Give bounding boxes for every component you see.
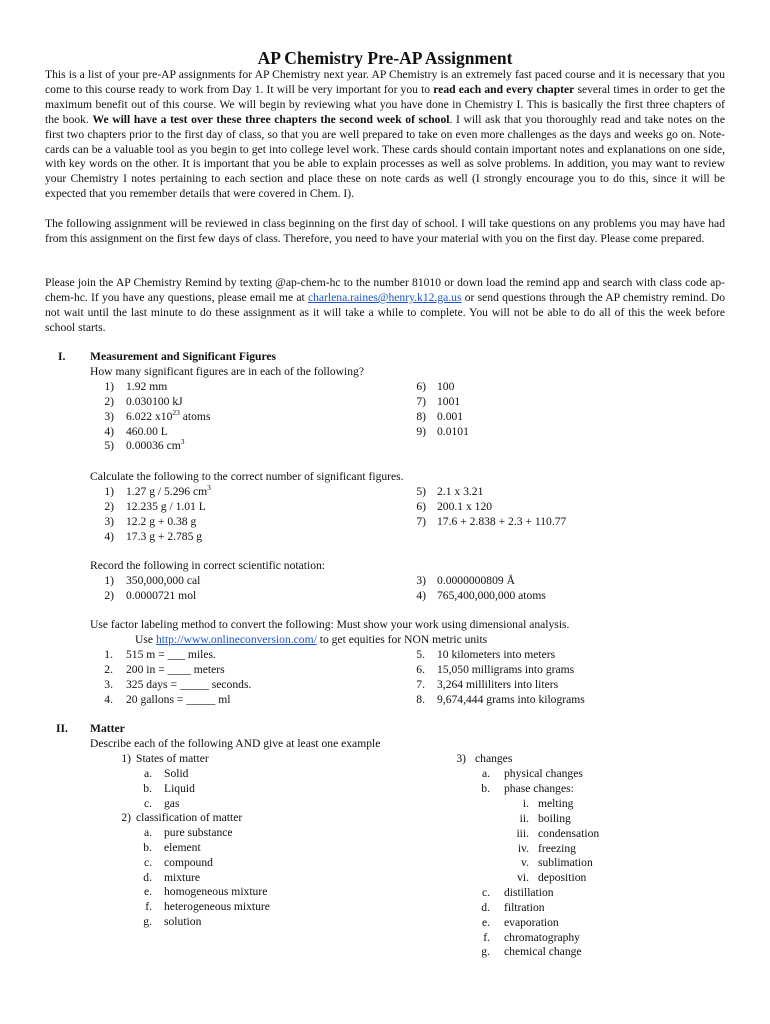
sigfig-calc-item-number: 1) xyxy=(104,485,114,498)
changes-item-number: g. xyxy=(481,945,490,959)
states-item-value: Solid xyxy=(164,767,189,780)
phase-change-item-number: i. xyxy=(522,797,529,810)
conversion-item-number: 1. xyxy=(104,648,113,661)
section-2-number: II. xyxy=(56,722,68,735)
sigfig-count-item-text xyxy=(437,410,463,425)
sci-notation-item-text xyxy=(126,574,200,589)
sci-notation-item-text xyxy=(437,589,546,604)
states-item-text xyxy=(164,782,195,797)
changes-item-label: phase changes: xyxy=(504,782,574,795)
sci-notation-item-number: 2) xyxy=(104,588,114,602)
classification-item-value: homogeneous mixture xyxy=(164,885,268,899)
phase-change-item-text xyxy=(538,842,576,857)
sigfig-calc-item-number: 7) xyxy=(416,514,426,528)
states-of-matter-label: States of matter xyxy=(136,752,209,765)
classification-item-value: solution xyxy=(164,915,202,929)
sigfig-calc-item-number: 6) xyxy=(416,499,426,513)
phase-change-item-value: condensation xyxy=(538,826,600,840)
changes-item-value: filtration xyxy=(504,900,545,914)
classification-item-number: a. xyxy=(143,826,152,839)
changes-item-text xyxy=(504,901,545,916)
classification-item-text xyxy=(164,826,233,841)
changes-item-text xyxy=(504,916,559,931)
states-item-value: Liquid xyxy=(164,781,195,795)
sigfig-calc-item-value: 17.3 g + 2.785 g xyxy=(126,529,203,543)
sigfig-calc-item-text xyxy=(126,515,196,530)
sigfig-count-item-value: 0.001 xyxy=(437,409,464,423)
phase-change-item-value: deposition xyxy=(538,871,587,885)
conversion-item-number: 5. xyxy=(416,648,425,661)
changes-item-text xyxy=(504,945,582,960)
classification-item-value: compound xyxy=(164,855,213,869)
sigfig-count-item-value: 460.00 L xyxy=(126,424,168,438)
phase-change-item-value: boiling xyxy=(538,811,571,825)
sigfig-count-item-number: 4) xyxy=(104,424,114,438)
sigfig-count-item-number: 1) xyxy=(104,380,114,393)
phase-change-item-number: vi. xyxy=(517,871,529,885)
classification-item-text xyxy=(164,915,201,930)
phase-change-item-text xyxy=(538,797,573,812)
states-item-number: c. xyxy=(143,796,152,810)
sci-notation-item-number: 3) xyxy=(416,574,426,587)
states-item-number: a. xyxy=(143,767,152,780)
conversion-item-value: 3,264 milliliters into liters xyxy=(437,677,559,691)
conversion-item-number: 8. xyxy=(416,692,425,706)
assignment-review-paragraph: The following assignment will be reviewed in class beginning on the first day of school. I will take questions on any problems you may have had from this assignment on the first few days of class. Therefore, you need to have your material with you on the first day. Please come prepared. xyxy=(45,217,725,245)
classification-item-number: c. xyxy=(143,855,152,869)
states-item-value: gas xyxy=(164,796,180,810)
sigfig-calc-item-value: 17.6 + 2.838 + 2.3 + 110.77 xyxy=(437,514,567,528)
sigfig-calc-item-text xyxy=(437,485,483,500)
changes-item-value: distillation xyxy=(504,886,554,899)
changes-item-number: a. xyxy=(481,767,490,780)
classification-item-value: mixture xyxy=(164,870,201,884)
sigfig-calc-item-exponent: 3 xyxy=(207,483,211,492)
phase-change-item-text xyxy=(538,856,593,871)
sigfig-count-item-value: 1001 xyxy=(437,394,461,408)
remind-paragraph: Please join the AP Chemistry Remind by texting @ap-chem-hc to the number 81010 or down load the remind app and search with class code ap-chem-hc. If you have any questions, please email me at charlena.raines@henry.k12.ga.us or send questions through the AP chemistry remind. Do not wait until the last minute to do these assignment as it will take a while to complete. You will not be able to do all of this the week before school starts. xyxy=(45,276,725,334)
sigfig-count-item-value: 0.0101 xyxy=(437,424,469,438)
sci-notation-item-value: 0.0000000809 Å xyxy=(437,574,515,587)
sigfig-count-item-text xyxy=(437,380,454,395)
phase-change-item-number: iv. xyxy=(517,841,529,855)
changes-item-text xyxy=(504,931,580,946)
classification-item-number: g. xyxy=(143,915,152,929)
sigfig-calc-item-value: 200.1 x 120 xyxy=(437,499,493,513)
changes-item-number: b. xyxy=(481,782,490,795)
phase-change-item-number: ii. xyxy=(519,811,529,825)
classification-item-number: f. xyxy=(145,900,152,914)
sigfig-calc-item-text xyxy=(126,485,211,500)
sigfig-count-item-number: 2) xyxy=(104,394,114,408)
sigfig-calc-item-text xyxy=(126,530,202,545)
conversion-item-text xyxy=(437,648,555,663)
sigfig-count-item-exponent: 3 xyxy=(180,437,185,447)
classification-item-number: e. xyxy=(143,885,152,899)
sigfig-count-item-value: 0.030100 kJ xyxy=(126,394,183,408)
sci-notation-item-number: 4) xyxy=(416,588,426,602)
sci-notation-item-value: 0.0000721 mol xyxy=(126,588,197,602)
sigfig-calc-item-text xyxy=(126,500,206,515)
conversion-item-value: 200 in = ____ meters xyxy=(126,662,225,676)
conversion-item-value: 20 gallons = _____ ml xyxy=(126,692,231,706)
sigfig-count-item-value: 0.00036 cm xyxy=(126,439,181,453)
conversion-item-value: 15,050 milligrams into grams xyxy=(437,662,575,676)
changes-item-value: chromatography xyxy=(504,930,580,944)
phase-change-item-text xyxy=(538,812,571,827)
teacher-email-link[interactable]: charlena.raines@henry.k12.ga.us xyxy=(307,290,462,304)
phase-change-item-number: v. xyxy=(521,856,529,870)
conversion-item-number: 7. xyxy=(416,677,425,691)
sigfig-prompt: How many significant figures are in each of the following? xyxy=(90,365,364,378)
phase-change-item-value: freezing xyxy=(538,841,576,855)
changes-item-number: f. xyxy=(483,930,490,944)
classification-item-text xyxy=(164,871,200,886)
states-item-text xyxy=(164,797,179,812)
conversion-item-text xyxy=(126,678,251,693)
sigfig-calc-item-number: 5) xyxy=(416,485,426,498)
sigfig-calc-item-value: 12.2 g + 0.38 g xyxy=(126,514,197,528)
sci-notation-item-number: 1) xyxy=(104,574,114,587)
sigfig-count-item-text xyxy=(126,439,185,454)
sigfig-count-item-number: 5) xyxy=(104,439,114,453)
classification-item-number: b. xyxy=(143,840,152,854)
conversion-item-text xyxy=(126,648,216,663)
sigfig-count-item-value: 1.92 mm xyxy=(126,380,168,393)
sci-notation-item-text xyxy=(437,574,515,589)
online-conversion-link[interactable]: http://www.onlineconversion.com/ xyxy=(155,633,317,646)
changes-item-label: physical changes xyxy=(504,767,583,780)
sci-notation-item-value: 350,000,000 cal xyxy=(126,574,201,587)
classification-of-matter-label: classification of matter xyxy=(136,811,243,824)
conversion-item-text xyxy=(126,663,225,678)
sigfig-count-item-number: 3) xyxy=(104,409,114,423)
sci-notation-item-value: 765,400,000,000 atoms xyxy=(437,588,546,602)
classification-item-text xyxy=(164,885,267,900)
conversion-site-line: Use http://www.onlineconversion.com/ to get equities for NON metric units xyxy=(135,633,488,646)
sigfig-count-item-number: 7) xyxy=(416,394,426,408)
phase-change-item-number: iii. xyxy=(516,826,529,840)
phase-change-item-value: sublimation xyxy=(538,856,593,870)
section-1-title: Measurement and Significant Figures xyxy=(90,350,277,363)
changes-item-text xyxy=(504,886,554,901)
changes-item-value: chemical change xyxy=(504,945,582,959)
conversion-item-text xyxy=(437,693,585,708)
section-2-title: Matter xyxy=(90,722,125,735)
section-1-number: I. xyxy=(58,350,66,363)
conversion-item-value: 515 m = ___ miles. xyxy=(126,648,216,661)
conversion-item-number: 6. xyxy=(416,662,425,676)
sigfig-count-item-text xyxy=(437,395,460,410)
sigfig-count-item-text xyxy=(126,425,168,440)
phase-change-item-text xyxy=(538,871,586,886)
sigfig-calc-item-text xyxy=(437,515,566,530)
sigfig-count-item-value: 6.022 x10 xyxy=(126,409,173,423)
sigfig-calc-item-number: 4) xyxy=(104,529,114,543)
conversion-item-number: 3. xyxy=(104,677,113,691)
conversion-item-text xyxy=(437,663,574,678)
sigfig-count-item-number: 9) xyxy=(416,424,426,438)
states-of-matter-number: 1) xyxy=(121,752,131,765)
conversion-item-number: 2. xyxy=(104,662,113,676)
sigfig-calc-item-value: 1.27 g / 5.296 cm xyxy=(126,485,208,498)
sci-notation-item-text xyxy=(126,589,196,604)
sigfig-calc-item-value: 12.235 g / 1.01 L xyxy=(126,499,206,513)
conversion-item-text xyxy=(126,693,230,708)
intro-paragraph: This is a list of your pre-AP assignments for AP Chemistry next year. AP Chemistry is an extremely fast paced course and it is necessary that you come to this course ready to work from Day 1. It will be very important for you to read each and every chapter several times in order to get the maximum benefit out of this course. We will begin by reviewing what you have done in Chemistry I. This is basically the first three chapters of the book. We will have a test over these three chapters the second week of school. I will ask that you thoroughly read and take notes on the first two chapters prior to the first day of class, so that you are well prepared to take on even more challenges as the days and weeks go on. Note-cards can be a valuable tool as you begin to get into college level work. These cards should contain important notes and explanations on one side, with key words on the other. It is important that you be able to explain processes as well as solve problems. In addition, you may want to review your Chemistry I notes pertaining to each section and place these on note cards as well (I strongly encourage you to do this, since it will be expected that you remember details that were covered in Chem. I). xyxy=(45,68,725,201)
classification-item-text xyxy=(164,841,201,856)
matter-prompt: Describe each of the following AND give at least one example xyxy=(90,737,381,750)
changes-number: 3) xyxy=(456,752,466,765)
conversion-item-value: 10 kilometers into meters xyxy=(437,648,556,661)
sci-notation-prompt: Record the following in correct scientific notation: xyxy=(90,559,326,572)
classification-item-value: heterogeneous mixture xyxy=(164,900,270,914)
classification-item-text xyxy=(164,900,270,915)
calc-prompt: Calculate the following to the correct number of significant figures. xyxy=(90,470,404,483)
sigfig-count-item-text xyxy=(126,407,211,425)
sigfig-calc-item-number: 3) xyxy=(104,514,114,528)
phase-change-item-text xyxy=(538,827,599,842)
conversion-item-number: 4. xyxy=(104,692,113,706)
changes-item-number: c. xyxy=(481,886,490,899)
sigfig-count-item-exponent: 23 xyxy=(172,407,180,417)
sigfig-count-item-text xyxy=(126,380,167,395)
states-item-text xyxy=(164,767,188,782)
classification-item-number: d. xyxy=(143,870,152,884)
classification-item-value: pure substance xyxy=(164,826,233,839)
classification-of-matter-number: 2) xyxy=(121,811,131,824)
classification-item-value: element xyxy=(164,840,201,854)
sigfig-calc-item-number: 2) xyxy=(104,499,114,513)
sigfig-calc-item-value: 2.1 x 3.21 xyxy=(437,485,484,498)
conversion-item-text xyxy=(437,678,558,693)
sigfig-count-item-number: 8) xyxy=(416,409,426,423)
conversion-item-value: 9,674,444 grams into kilograms xyxy=(437,692,585,706)
phase-change-item-value: melting xyxy=(538,797,574,810)
conversion-item-value: 325 days = _____ seconds. xyxy=(126,677,252,691)
sigfig-calc-item-text xyxy=(437,500,492,515)
changes-label: changes xyxy=(475,752,513,765)
changes-item-number: d. xyxy=(481,900,490,914)
sigfig-count-item-unit: atoms xyxy=(179,409,211,423)
changes-item-number: e. xyxy=(481,915,490,929)
changes-item-value: evaporation xyxy=(504,915,559,929)
classification-item-text xyxy=(164,856,213,871)
factor-label-prompt: Use factor labeling method to convert the following: Must show your work using dimensional analysis. xyxy=(90,618,570,631)
page-title: AP Chemistry Pre-AP Assignment xyxy=(257,48,513,68)
sigfig-count-item-number: 6) xyxy=(416,380,426,393)
sigfig-count-item-value: 100 xyxy=(437,380,455,393)
states-item-number: b. xyxy=(143,781,152,795)
sigfig-count-item-text xyxy=(437,425,469,440)
